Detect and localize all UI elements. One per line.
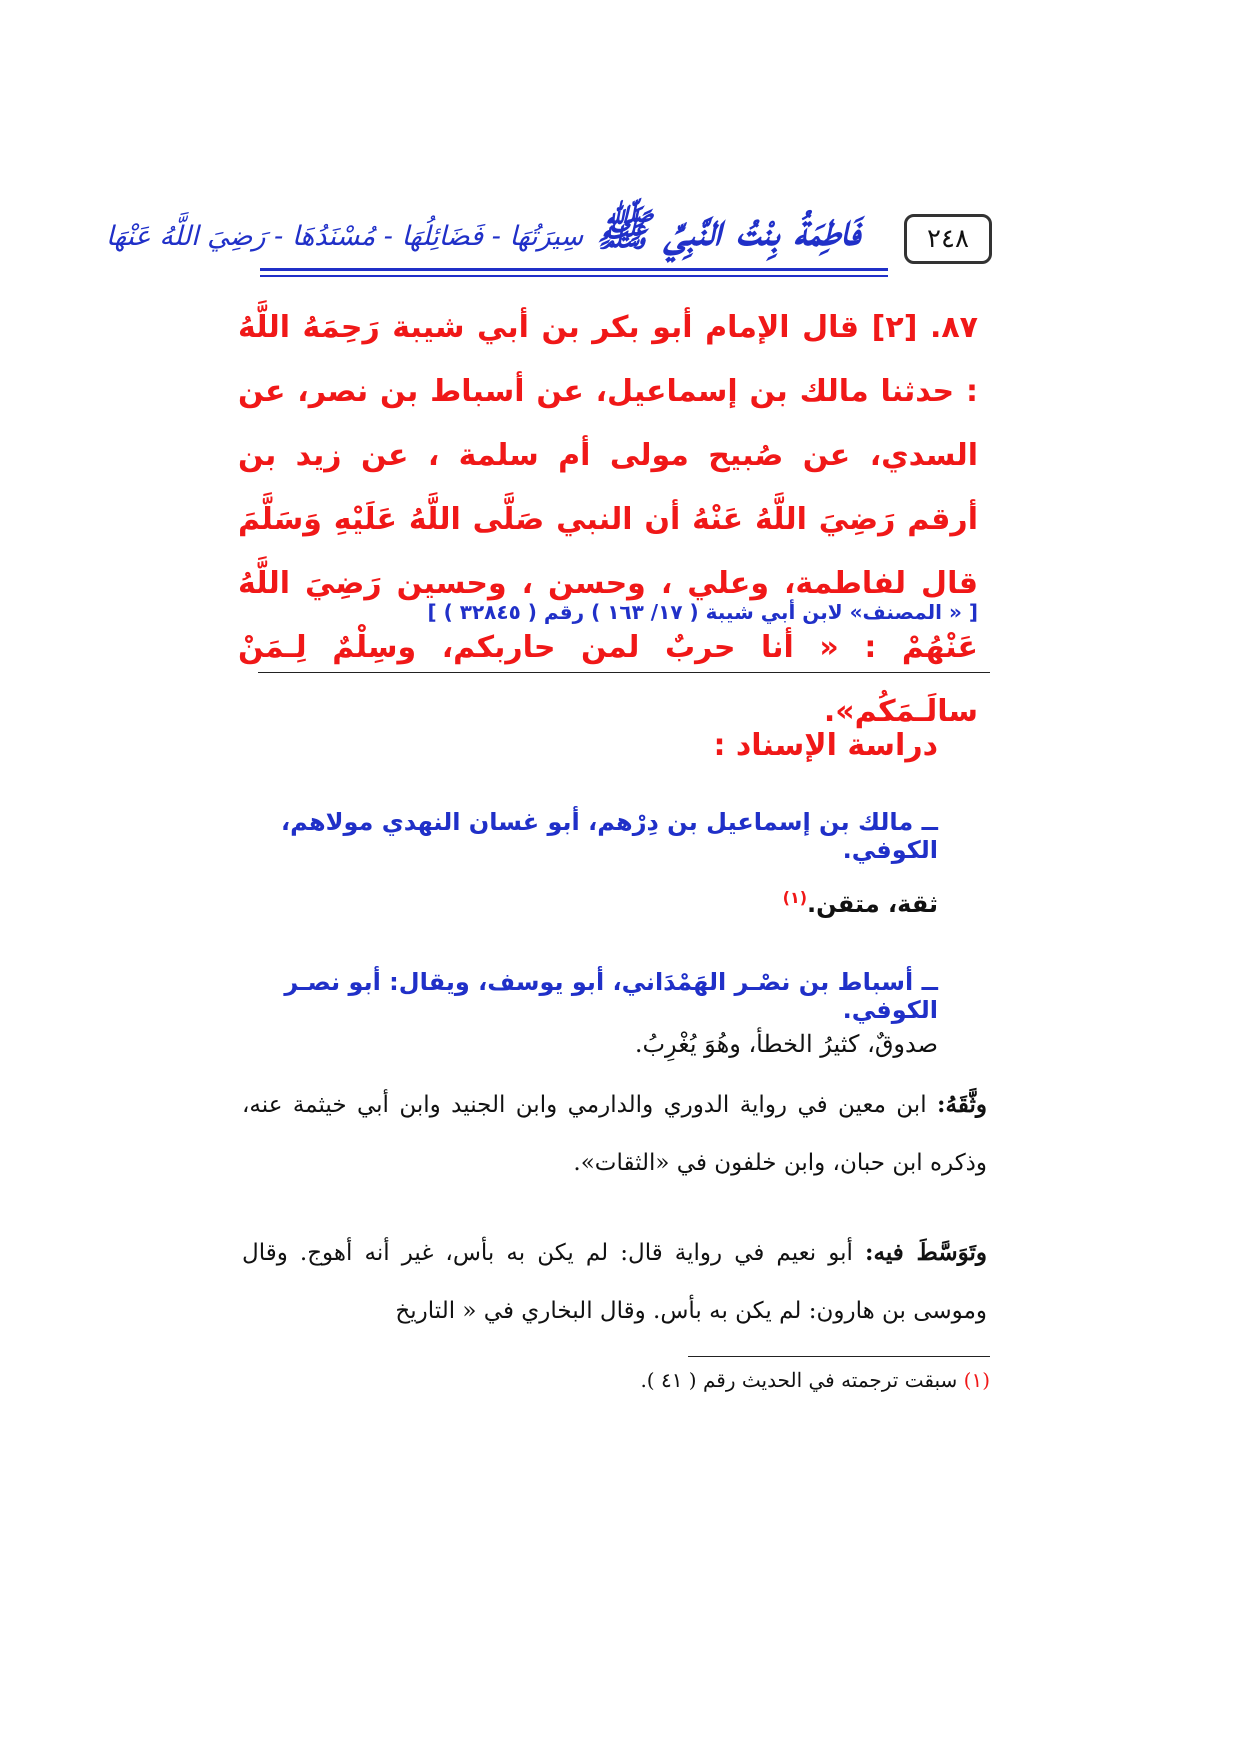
book-title-main: فَاطِمَةُ بِنْتُ النَّبِيِّ ﷺ (596, 205, 860, 256)
footnote-divider (688, 1356, 990, 1357)
hadith-reference: [ « المصنف» لابن أبي شيبة ( ١٧/ ١٦٣ ) رقم ( ٣٢٨٤٥ ) ] (427, 600, 978, 624)
narrator-2: ــ أسباط بن نصْـر الهَمْدَاني، أبو يوسف، ويقال: أبو نصـر الكوفي. (284, 968, 938, 1024)
footnote-ref: (١) (782, 888, 808, 907)
narrator-2-grade: صدوقٌ، كثيرُ الخطأ، وهُوَ يُغْرِبُ. (634, 1030, 938, 1058)
hadith-number: ٨٧. (929, 310, 978, 345)
narrator-1-grade (238, 888, 938, 918)
book-title (106, 200, 860, 262)
narrator-1: ــ مالك بن إسماعيل بن دِرْهم، أبو غسان النهدي مولاهم، الكوفي. (281, 808, 938, 864)
hadith-text-block (238, 296, 978, 744)
grade-text: ثقة، متقن. (807, 890, 938, 918)
footnote (500, 1368, 990, 1392)
hadith-tag: [٢] (871, 310, 918, 345)
header-rule-thin (260, 275, 888, 277)
paragraph-tawthiq (242, 1076, 987, 1192)
page-number: ٢٤٨ (904, 214, 992, 264)
book-title-sub: سِيرَتُهَا - فَضَائِلُهَا - مُسْنَدُهَا - رَضِيَ اللَّهُ عَنْهَا (105, 221, 584, 252)
section-divider (258, 672, 990, 673)
footnote-number: (١) (963, 1368, 990, 1392)
paragraph-label: وثَّقَهُ: (937, 1091, 987, 1118)
page-header (105, 200, 992, 280)
paragraph-tawassut (242, 1224, 987, 1340)
paragraph-text: أبو نعيم في رواية قال: لم يكن به بأس، غير أنه أهوج. وقال وموسى بن هارون: لم يكن به بأس. وقال البخاري في « التاريخ (242, 1240, 987, 1324)
footnote-text: سبقت ترجمته في الحديث رقم ( ٤١ ). (640, 1368, 958, 1392)
header-rule (260, 268, 888, 271)
paragraph-text: ابن معين في رواية الدوري والدارمي وابن الجنيد وابن أبي خيثمة عنه، وذكره ابن حبان، وابن خلفون في «الثقات». (242, 1092, 987, 1176)
paragraph-label: وتَوَسَّطَ فيه: (865, 1239, 988, 1266)
hadith-text: قال الإمام أبو بكر بن أبي شيبة رَحِمَهُ اللَّهُ : حدثنا مالك بن إسماعيل، عن أسباط بن نصر، عن السدي، عن صُبيح مولى أم سلمة ، عن زيد بن أرقم رَضِيَ اللَّهُ عَنْهُ أن النبي صَلَّى اللَّهُ عَلَيْهِ وَسَلَّمَ قال لفاطمة، وعلي ، وحسن ، وحسين رَضِيَ اللَّهُ عَنْهُمْ : « أنا حربٌ لمن حاربكم، وسِلْمٌ لِـمَنْ سالَـمَكُم». (238, 310, 978, 729)
section-title: دراسة الإسناد : (713, 728, 938, 763)
